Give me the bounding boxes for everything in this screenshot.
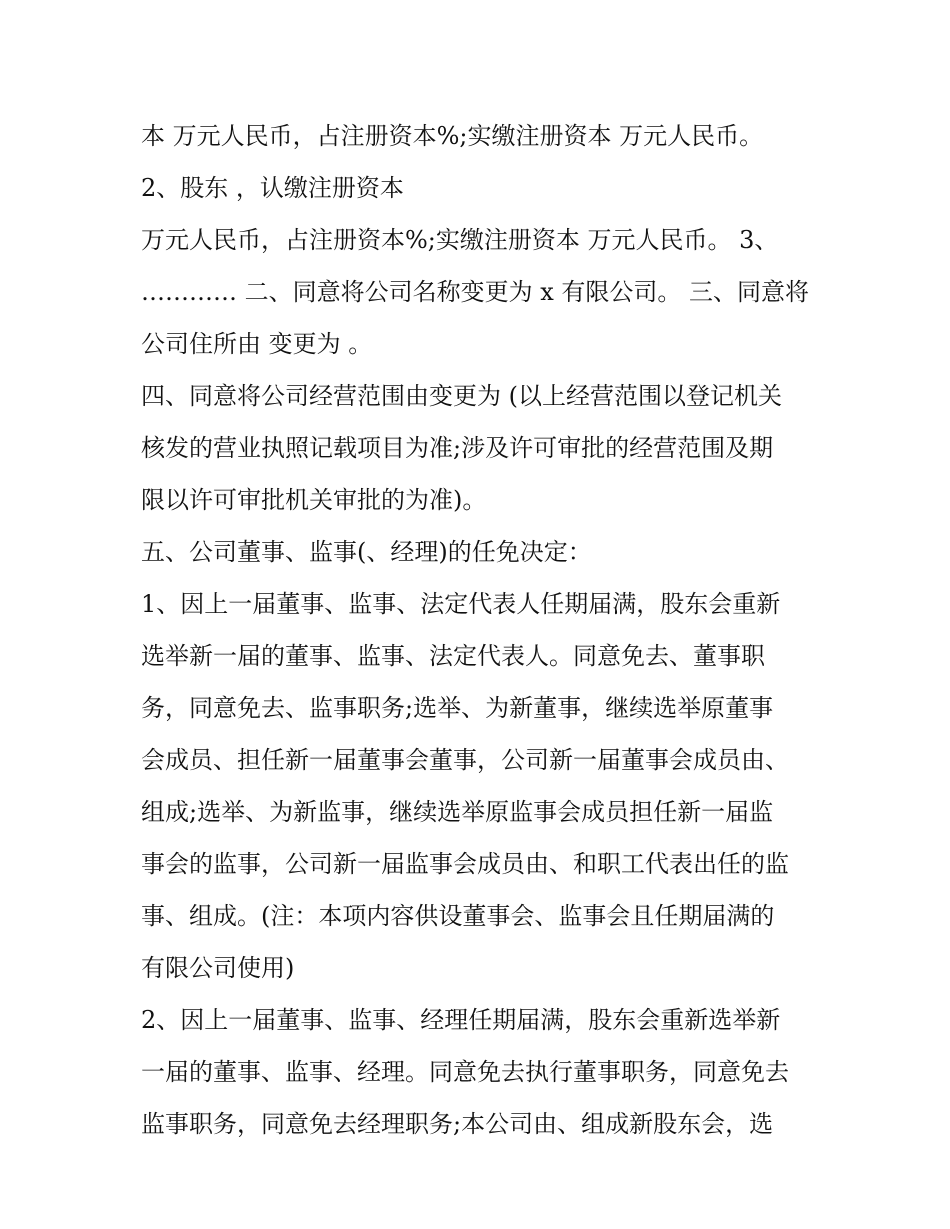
text-line: 事、组成。(注：本项内容供设董事会、监事会且任期届满的 — [141, 902, 775, 930]
text-line: ………… 二、同意将公司名称变更为 x 有限公司。 三、同意将 — [141, 278, 810, 306]
text-line: 五、公司董事、监事(、经理)的任免决定： — [141, 538, 592, 566]
text-line: 核发的营业执照记载项目为准;涉及许可审批的经营范围及期 — [141, 434, 774, 462]
text-line: 限以许可审批机关审批的为准)。 — [141, 486, 487, 514]
text-line: 有限公司使用) — [141, 954, 295, 982]
text-line: 2、因上一届董事、监事、经理任期届满，股东会重新选举新 — [141, 1006, 781, 1034]
text-line: 公司住所由 变更为 。 — [141, 330, 373, 358]
text-line: 监事职务，同意免去经理职务;本公司由、组成新股东会，选 — [141, 1110, 774, 1138]
document-body — [141, 110, 821, 1150]
text-line: 一届的董事、监事、经理。同意免去执行董事职务，同意免去 — [141, 1058, 789, 1086]
text-line: 事会的监事，公司新一届监事会成员由、和职工代表出任的监 — [141, 850, 789, 878]
text-line: 务，同意免去、监事职务;选举、为新董事，继续选举原董事 — [141, 694, 774, 722]
text-line: 选举新一届的董事、监事、法定代表人。同意免去、董事职 — [141, 642, 765, 670]
text-line: 组成;选举、为新监事，继续选举原监事会成员担任新一届监 — [141, 798, 774, 826]
text-line: 1、因上一届董事、监事、法定代表人任期届满，股东会重新 — [141, 590, 781, 618]
text-line: 会成员、担任新一届董事会董事，公司新一届董事会成员由、 — [141, 746, 789, 774]
text-line: 2、股东 ，认缴注册资本 — [141, 174, 404, 202]
text-line: 本 万元人民币，占注册资本%;实缴注册资本 万元人民币。 — [141, 122, 764, 150]
text-line: 四、同意将公司经营范围由变更为 (以上经营范围以登记机关 — [141, 382, 782, 410]
text-line: 万元人民币，占注册资本%;实缴注册资本 万元人民币。 3、 — [141, 226, 779, 254]
